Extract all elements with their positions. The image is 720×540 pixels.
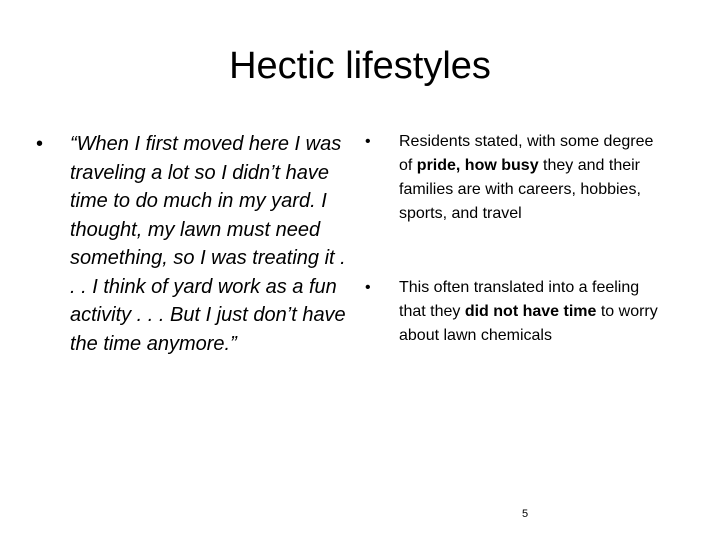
bullet1-pre: Residents stated, with some degree of — [399, 133, 654, 174]
bullet-marker: • — [36, 133, 44, 155]
page-number: 5 — [522, 508, 529, 520]
bullet-item-1 — [365, 130, 665, 226]
bullet1-post: they and their families are with careers, hobbies, sports, and travel — [399, 157, 641, 222]
slide-title: Hectic lifestyles — [229, 45, 491, 87]
quote-bullet — [36, 130, 351, 358]
bullet1-bold: pride, how busy — [416, 157, 539, 174]
bullet-marker: • — [365, 133, 371, 150]
bullet-text-1 — [399, 130, 665, 226]
bullet2-bold: did not have time — [464, 303, 597, 320]
quote-text: “When I first moved here I was traveling a lot so I didn’t have time to do much in my yard. I thought, my lawn must need something, so I was treating it . . . I think of yard work as a fun activity . . . But I just don’t have the time anymore.” — [70, 133, 346, 355]
right-column — [365, 130, 665, 348]
bullet-marker: • — [365, 279, 371, 296]
left-column — [36, 130, 351, 358]
bullet2-post: to worry about lawn chemicals — [399, 303, 658, 344]
bullet2-pre: This often translated into a feeling that they — [399, 279, 640, 320]
bullet-item-2 — [365, 276, 665, 348]
bullet-text-2 — [399, 276, 665, 348]
